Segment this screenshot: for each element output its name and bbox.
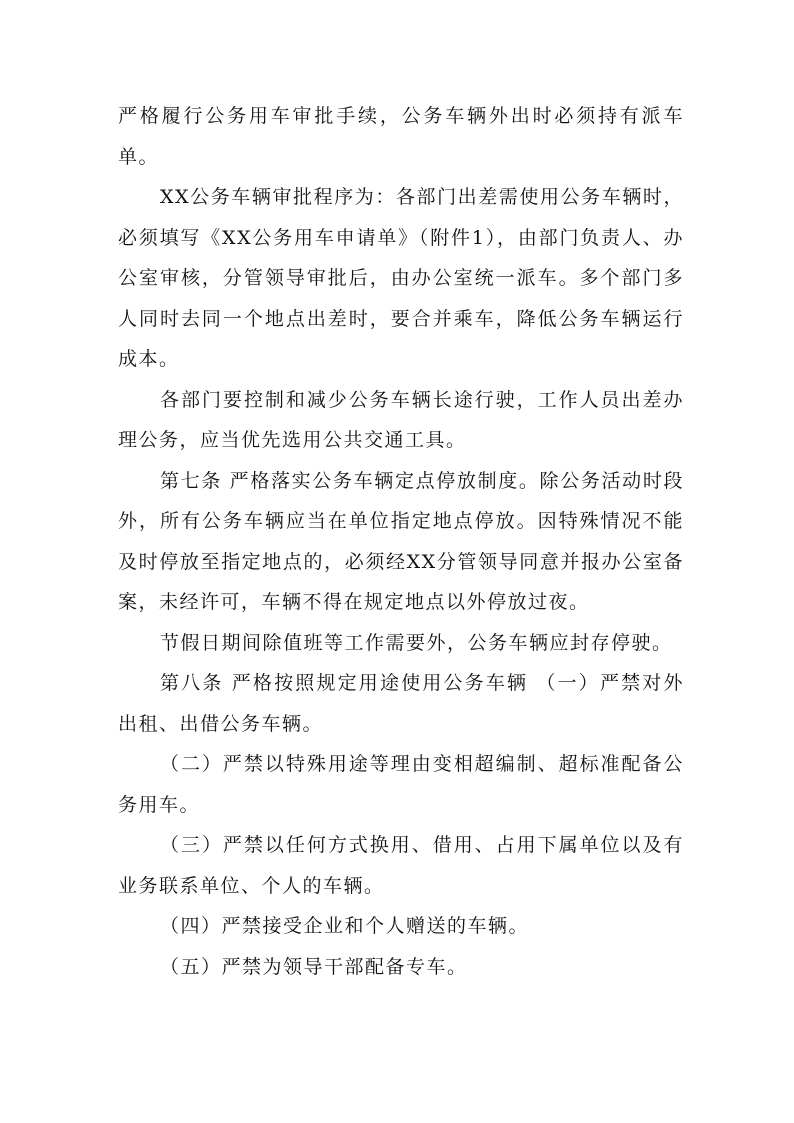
paragraph-9-item-4: （四）严禁接受企业和个人赠送的车辆。	[160, 915, 530, 937]
paragraph-2: XX公务车辆审批程序为：各部门出差需使用公务车辆时，必须填写《XX公务用车申请单》（附件1），由部门负责人、办公室审核，分管领导审批后，由办公室统一派车。多个部门多人同时去同一个地点出差时，要合并乘车，降低公务车辆运行成本。	[118, 186, 684, 370]
paragraph-10-item-5: （五）严禁为领导干部配备专车。	[160, 955, 468, 978]
paragraph-7-item-2: （二）严禁以特殊用途等理由变相超编制、超标准配备公务用车。	[118, 753, 684, 816]
paragraph-5: 节假日期间除值班等工作需要外，公务车辆应封存停驶。	[160, 631, 673, 654]
paragraph-6-article-8: 第八条 严格按照规定用途使用公务车辆 （一）严禁对外出租、出借公务车辆。	[118, 672, 684, 735]
document-body	[118, 96, 684, 987]
paragraph-3: 各部门要控制和减少公务车辆长途行驶，工作人员出差办理公务，应当优先选用公共交通工具。	[118, 388, 684, 451]
paragraph-8-item-3: （三）严禁以任何方式换用、借用、占用下属单位以及有业务联系单位、个人的车辆。	[118, 834, 684, 897]
paragraph-4-article-7: 第七条 严格落实公务车辆定点停放制度。除公务活动时段外，所有公务车辆应当在单位指定地点停放。因特殊情况不能及时停放至指定地点的，必须经XX分管领导同意并报办公室备案，未经许可，车辆不得在规定地点以外停放过夜。	[118, 469, 684, 613]
paragraph-1: 严格履行公务用车审批手续，公务车辆外出时必须持有派车单。	[118, 105, 684, 168]
